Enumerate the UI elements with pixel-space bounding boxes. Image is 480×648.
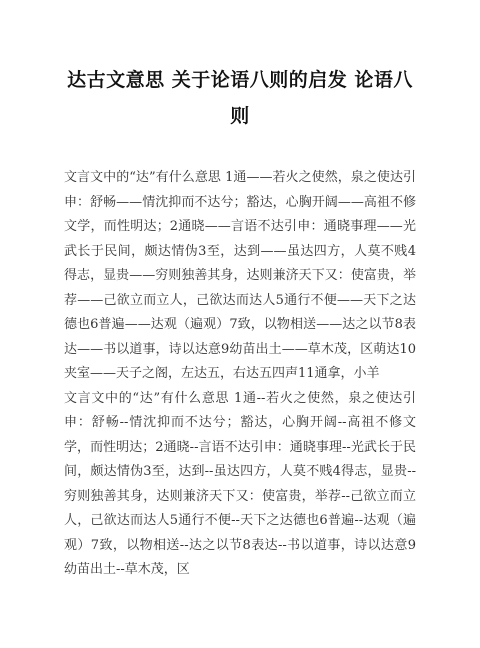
paragraph-1: 文言文中的“达”有什么意思 1通——若火之使然，泉之使达引申：舒畅——情沈抑而不达兮；豁达，心胸开阔——高祖不修文学，而性明达；2通晓——言语不达引申：通晓事理——光武长于民间，颇达情伪3至，达到——虽达四方，人莫不贱4得志，显贵——穷则独善其身，达则兼济天下又：使富贵，举荐——己欲立而立人，己欲达而达人5通行不便——天下之达德也6普遍——达观（遍观）7致，以物相送——达之以节8表达——书以道事，诗以达意9幼苗出土——草木茂，区萌达10夹室——天子之阁，左达五，右达五四声11通拿，小羊	[64, 170, 416, 381]
paragraph-2: 文言文中的“达”有什么意思 1通--若火之使然，泉之使达引申：舒畅--情沈抑而不达兮；豁达，心胸开阔--高祖不修文学，而性明达；2通晓--言语不达引申：通晓事理--光武长于民间，颇达情伪3至，达到--虽达四方，人莫不贱4得志，显贵--穷则独善其身，达则兼济天下又：使富贵，举荐--己欲立而立人，己欲达而达人5通行不便--天下之达德也6普遍--达观（遍观）7致，以物相送--达之以节8表达--书以道事，诗以达意9幼苗出土--草木茂，区	[64, 390, 416, 577]
page-title: 达古文意思 关于论语八则的启发 论语八则	[67, 69, 413, 127]
article-body	[64, 166, 416, 583]
